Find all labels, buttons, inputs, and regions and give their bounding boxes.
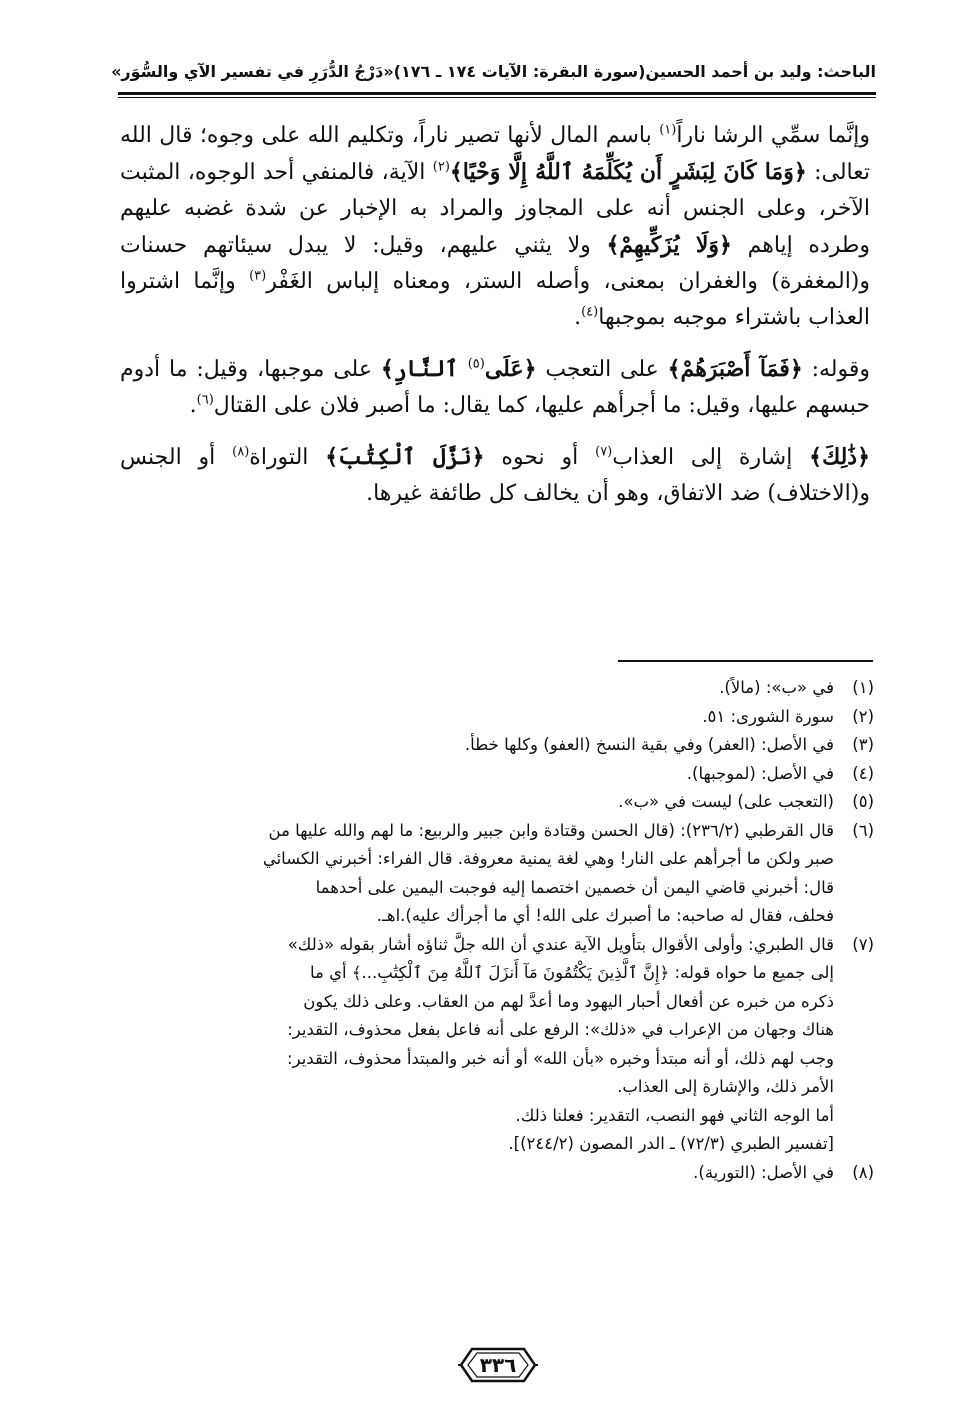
- quran-quote: ﴿ذَٰلِكَ﴾: [809, 444, 870, 470]
- text-run: باسم المال لأنها تصير ناراً، وتكليم الله على وجوه؛ قال الله تعالى:: [120, 123, 870, 185]
- footnote-line: هناك وجهان من الإعراب في «ذلك»: الرفع على أنه فاعل بفعل محذوف، التقدير:: [287, 1020, 834, 1039]
- footnote-ref[interactable]: (٦): [196, 392, 214, 408]
- footnote-text: [120, 703, 834, 732]
- text-run: وإنَّما اشتروا العذاب باشتراء موجبه بموجبها: [120, 269, 870, 330]
- footnote-7: [120, 931, 874, 1159]
- footnote-ref[interactable]: (٨): [232, 444, 250, 460]
- quran-quote: ﴿فَمَآ أَصْبَرَهُمْ﴾: [667, 356, 803, 382]
- footnote-line: قال القرطبي (٢٣٦/٢): (قال الحسن وقتادة وابن جبير والربيع: ما لهم والله عليها من: [268, 820, 834, 840]
- footnote-line: [تفسير الطبري (٧٢/٣) ـ الدر المصون (٢٤٤/٢)].: [508, 1134, 834, 1153]
- footnote-number: (٣): [852, 735, 874, 754]
- footnote-8: [120, 1159, 874, 1188]
- text-run: وإنَّما سمِّي الرشا ناراً: [676, 123, 871, 148]
- footnote-ref[interactable]: (٥): [467, 356, 485, 372]
- footnote-line: إلى جميع ما حواه قوله: ﴿إِنَّ ٱلَّذِينَ يَكْتُمُونَ مَآ أَنزَلَ ٱللَّهُ مِنَ ٱلْكِتَٰبِ...﴾ أي ما: [310, 963, 834, 982]
- book-title: «دَرْجُ الدُّرَرِ في تفسير الآي والسُّوَر»: [111, 61, 394, 81]
- footnote-2: [120, 703, 874, 732]
- footnote-ref[interactable]: (١): [659, 122, 677, 138]
- main-text: [120, 118, 870, 527]
- quran-quote: ﴿وَلَا يُزَكِّيهِمْ﴾: [606, 232, 732, 258]
- footnote-text: [120, 731, 834, 760]
- text-run: .: [574, 305, 582, 330]
- footnote-text: [120, 1159, 834, 1188]
- footnote-line: قال: أخبرني قاضي اليمن أن خصمين اختصما إليه فوجبت اليمين على أحدهما: [315, 877, 834, 897]
- footnote-line: الأمر ذلك، والإشارة إلى العذاب.: [617, 1077, 834, 1096]
- footnote-line: وجب لهم ذلك، أو أنه مبتدأ وخبره «بأن الله» أو أنه خبر والمبتدأ محذوف، التقدير:: [287, 1048, 834, 1068]
- footnote-text: [120, 674, 834, 703]
- footnote-line: في «ب»: (مالاً).: [719, 678, 834, 697]
- footnote-ref[interactable]: (٣): [249, 268, 267, 284]
- footnote-text: [120, 817, 834, 931]
- footnote-number: (٨): [852, 1162, 874, 1182]
- paragraph-2: [120, 351, 870, 424]
- text-run: وقوله:: [802, 357, 870, 382]
- paragraph-1: [120, 118, 870, 336]
- footnote-separator: [618, 660, 873, 662]
- footnote-1: [120, 674, 874, 703]
- text-run: .: [189, 393, 197, 418]
- quran-quote: ﴿وَمَا كَانَ لِبَشَرٍ أَن يُكَلِّمَهُ ٱللَّهُ إِلَّا وَحْيًا﴾: [449, 159, 807, 185]
- footnote-text: [120, 760, 834, 789]
- text-run: أو الجنس و(الاختلاف) ضد الاتفاق، وهو أن يخالف كل طائفة غيرها.: [120, 445, 870, 506]
- quran-quote: ﴿نَزَّلَ ٱلْكِتَٰبَ﴾: [325, 444, 485, 470]
- footnote-line: سورة الشورى: ٥١.: [702, 706, 834, 726]
- footnote-number: (٤): [852, 763, 874, 783]
- text-run: إشارة إلى العذاب: [612, 445, 810, 470]
- footnote-line: ذكره من خبره عن أفعال أحبار اليهود وما أعدَّ لهم من العقاب. وعلى ذلك يكون: [303, 991, 834, 1011]
- footnote-ref[interactable]: (٤): [581, 304, 599, 320]
- footnote-line: فحلف، فقال له صاحبه: ما أصبرك على الله! أي ما أجرأك عليه).اهـ.: [376, 906, 834, 925]
- paragraph-3: [120, 439, 870, 512]
- footnote-line: (التعجب على) ليست في «ب».: [618, 792, 834, 811]
- footnote-line: في الأصل: (العفر) وفي بقية النسخ (العفو) وكلها خطأ.: [464, 735, 834, 754]
- footnote-number: (٧): [852, 934, 874, 954]
- text-run: على التعجب: [536, 357, 668, 382]
- footnote-line: في الأصل: (لموجبها).: [686, 763, 834, 783]
- text-run: أو نحوه: [484, 445, 596, 470]
- footnote-number: (٦): [852, 820, 874, 840]
- text-run: التوراة: [249, 445, 326, 470]
- running-header: [111, 54, 876, 88]
- footnote-number: (٥): [852, 792, 874, 811]
- footnote-line: في الأصل: (التورية).: [693, 1162, 834, 1182]
- header-rule-thin: [118, 97, 876, 98]
- footnotes: [120, 674, 874, 1187]
- footnote-6: [120, 817, 874, 931]
- surah-verses: (سورة البقرة: الآيات ١٧٤ ـ ١٧٦): [393, 61, 646, 81]
- footnote-text: [120, 788, 834, 817]
- footnote-line: أما الوجه الثاني فهو النصب، التقدير: فعلنا ذلك.: [515, 1105, 834, 1125]
- footnote-text: [120, 931, 834, 1159]
- footnote-ref[interactable]: (٧): [595, 444, 613, 460]
- footnote-line: قال الطبري: وأولى الأقوال بتأويل الآية عندي أن الله جلَّ ثناؤه أشار بقوله «ذلك»: [287, 934, 834, 954]
- footnote-3: [120, 731, 874, 760]
- footnote-number: (٢): [852, 706, 874, 726]
- page-number: ٣٣٦: [479, 1353, 517, 1377]
- footnote-number: (١): [852, 678, 874, 697]
- footnote-5: [120, 788, 874, 817]
- page-number-ornament: [458, 1346, 538, 1384]
- text-run: ولا يثني عليهم، وقيل: لا يبدل سيئاتهم حسنات و(المغفرة) والغفران بمعنى، وأصله الستر، ومعناه إلباس الغَفْر: [120, 233, 871, 294]
- footnote-4: [120, 760, 874, 789]
- footnote-line: صبر ولكن ما أجرأهم على النار! وهي لغة يمنية معروفة. قال الفراء: أخبرني الكسائي: [262, 849, 834, 868]
- quran-quote: ٱلنَّارِ﴾: [380, 356, 468, 382]
- text-run: الآية، فالمنفي أحد الوجوه، المثبت الآخر، وعلى الجنس أنه على المجاوز والمراد به الإخبار عن شدة غضبه عليهم وطرده إياهم: [120, 160, 871, 258]
- text-run: على موجبها، وقيل: ما أدوم حبسهم عليها، وقيل: ما أجرأهم عليها، كما يقال: ما أصبر فلان على القتال: [120, 357, 870, 418]
- footnote-ref[interactable]: (٢): [432, 159, 450, 175]
- quran-quote: ﴿عَلَى: [484, 356, 537, 382]
- header-rule-thick: [118, 92, 876, 95]
- researcher-name: الباحث: وليد بن أحمد الحسين: [645, 61, 876, 81]
